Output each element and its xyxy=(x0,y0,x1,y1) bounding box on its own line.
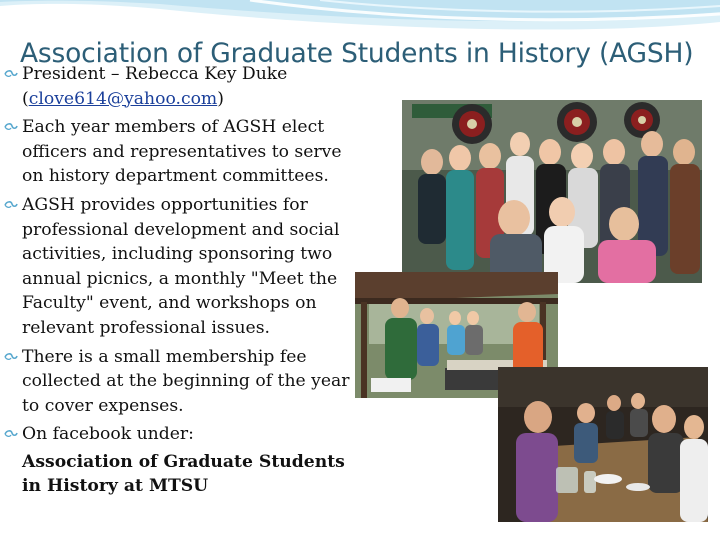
bullet-text: President – Rebecca Key Duke xyxy=(22,64,288,84)
scroll-bullet-icon xyxy=(4,429,18,439)
bullet-list xyxy=(4,62,360,498)
bullet-elections xyxy=(4,115,360,189)
scroll-bullet-icon xyxy=(4,69,18,79)
restaurant-photo-icon xyxy=(498,367,708,522)
bullet-opportunities xyxy=(4,193,360,341)
group-photo-icon xyxy=(402,100,702,283)
facebook-group-name: Association of Graduate Students in History at MTSU xyxy=(22,451,345,496)
email-link[interactable]: clove614@yahoo.com xyxy=(28,88,218,109)
slide-title: Association of Graduate Students in History (AGSH) xyxy=(20,38,694,69)
bullet-president: President – Rebecca Key Duke (clove614@yahoo.com) xyxy=(4,62,360,111)
scroll-bullet-icon xyxy=(4,122,18,132)
bullet-facebook xyxy=(4,422,360,447)
bullet-fee xyxy=(4,345,360,419)
scroll-bullet-icon xyxy=(4,352,18,362)
bullet-text: Each year members of AGSH elect officers and representatives to serve on history department committees. xyxy=(22,117,342,187)
scroll-bullet-icon xyxy=(4,200,18,210)
bullet-text: On facebook under: xyxy=(22,424,194,445)
bullet-text: AGSH provides opportunities for professional development and social activities, including sponsoring two annual picnics, a monthly "Meet the Faculty" event, and workshops on relevant professional issues. xyxy=(22,194,340,338)
bullet-text: There is a small membership fee collected at the beginning of the year to cover expenses. xyxy=(22,346,350,416)
